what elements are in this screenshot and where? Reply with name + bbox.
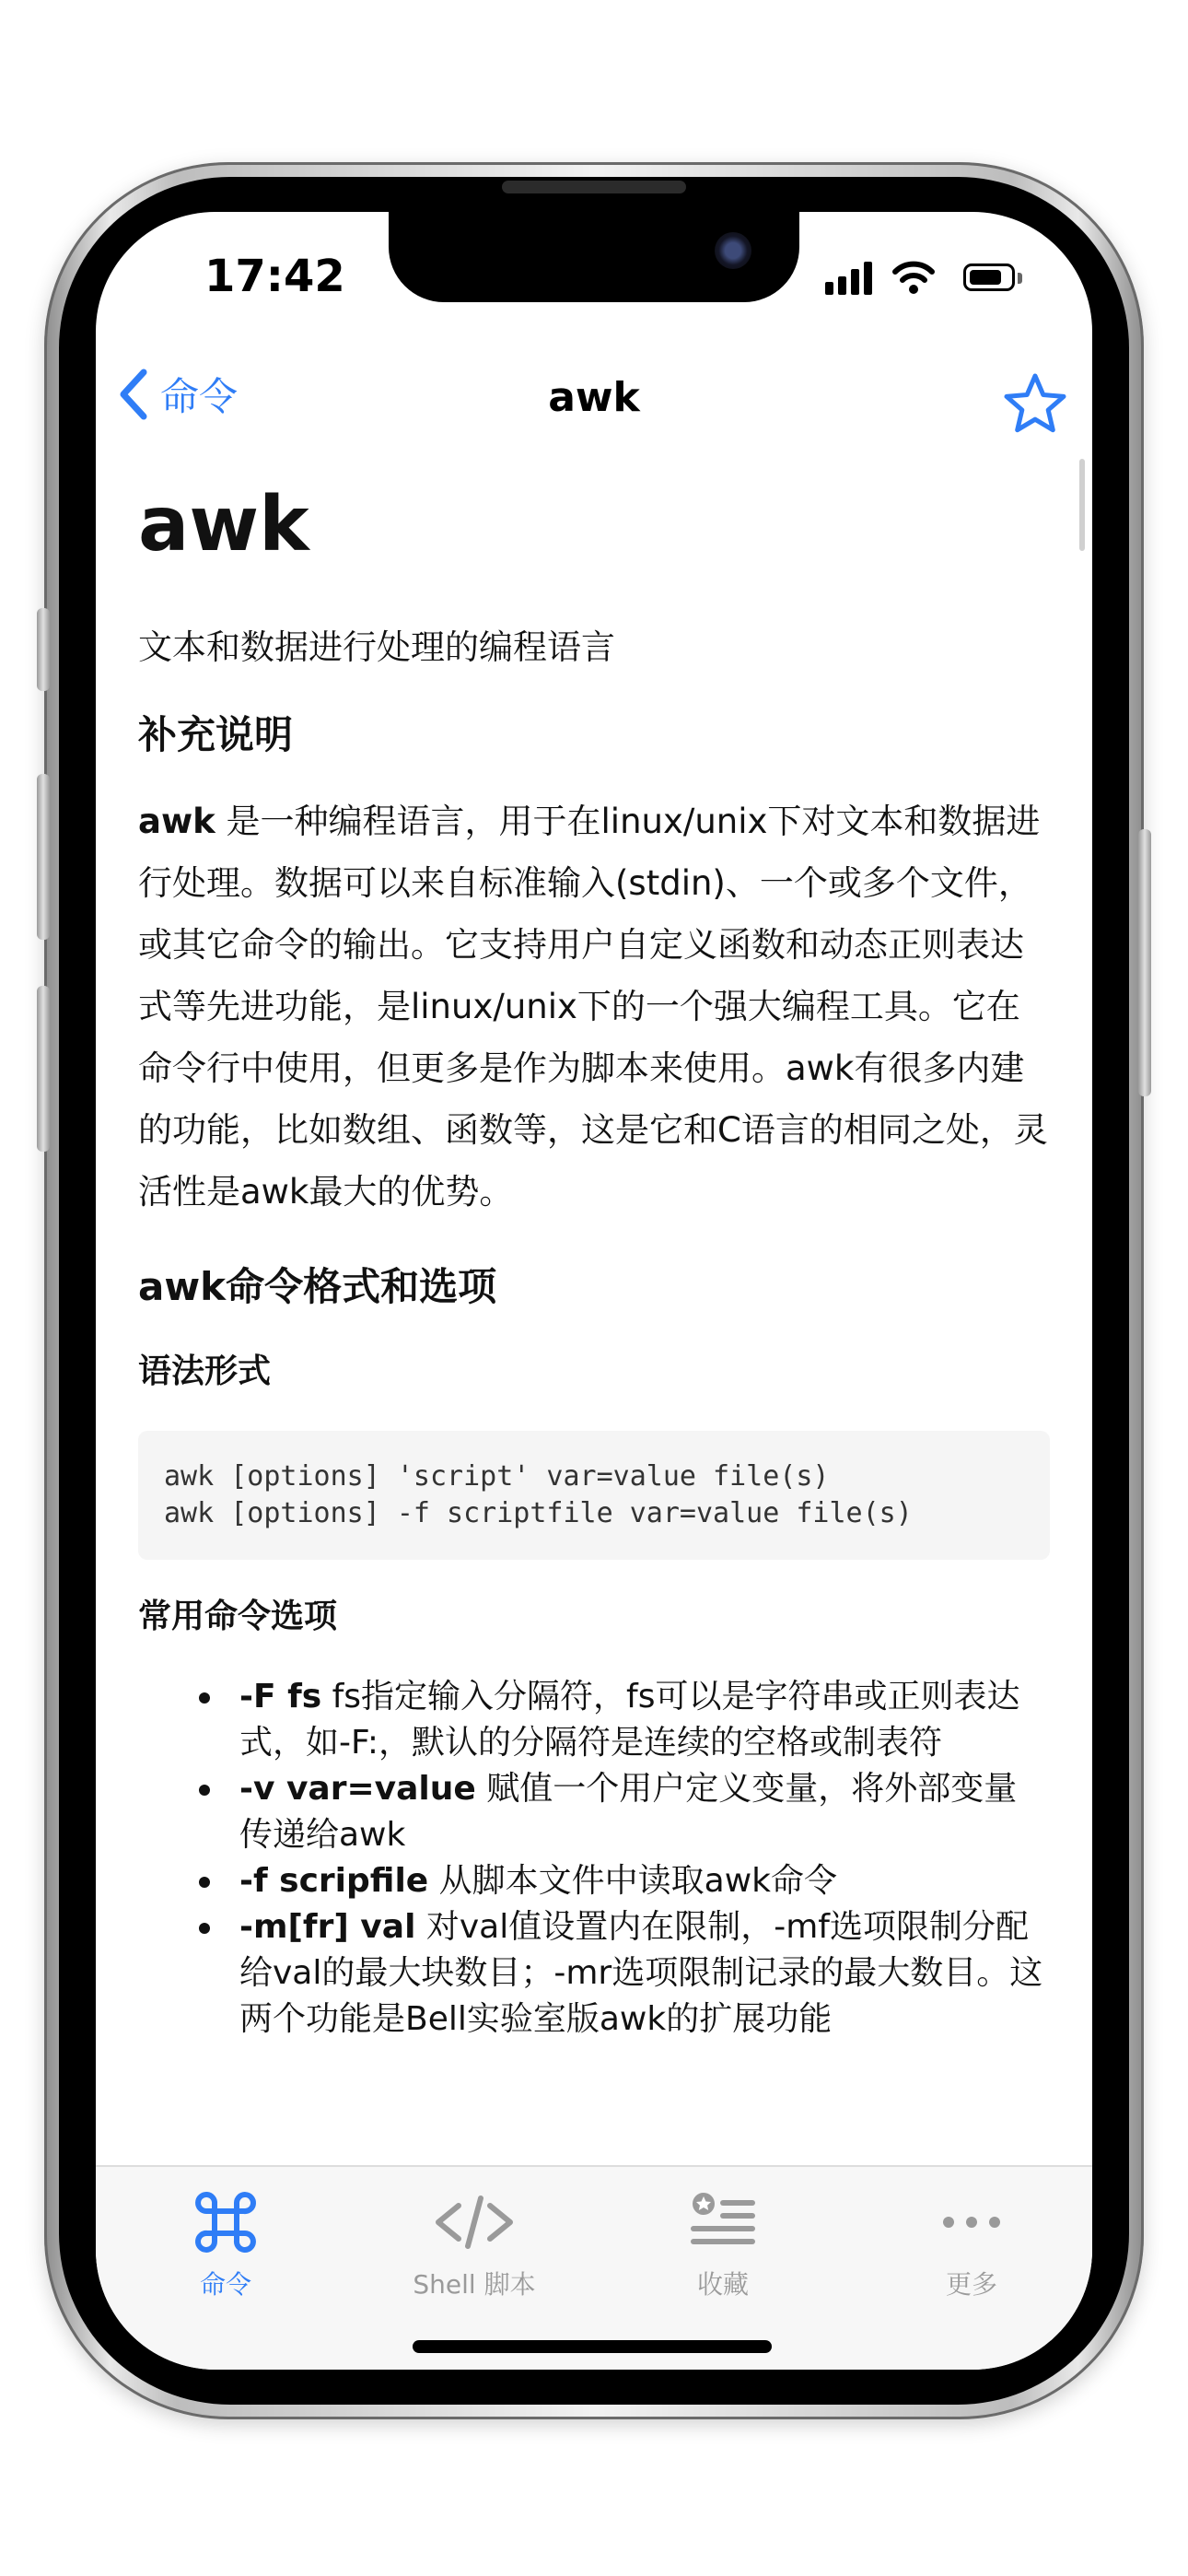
option-flag: -m[fr] val — [239, 1908, 416, 1946]
home-indicator[interactable] — [413, 2340, 772, 2353]
power-button — [1138, 829, 1151, 1096]
code-icon — [350, 2189, 599, 2255]
tab-label: 收藏 — [696, 2269, 749, 2300]
tab-more[interactable] — [847, 2167, 1092, 2305]
status-time: 17:42 — [204, 251, 345, 302]
option-text: fs指定输入分隔符，fs可以是字符串或正则表达式，如-F:，默认的分隔符是连续的空格或制表符 — [239, 1678, 1020, 1762]
tab-bar — [96, 2165, 1092, 2370]
nav-title: awk — [548, 374, 640, 421]
paragraph-keyword: awk — [138, 802, 215, 841]
option-flag: -v var=value — [239, 1770, 476, 1808]
front-camera — [715, 232, 751, 269]
option-flag: -f scripfile — [239, 1862, 429, 1900]
battery-icon — [963, 263, 1015, 291]
star-icon[interactable] — [1002, 370, 1068, 437]
section-heading-format: awk命令格式和选项 — [138, 1264, 497, 1309]
tab-shell-scripts[interactable] — [350, 2167, 599, 2305]
list-item — [239, 1904, 1050, 2043]
status-icons — [825, 260, 1028, 297]
paragraph-text: 是一种编程语言，用于在linux/unix下对文本和数据进行处理。数据可以来自标准输入(stdin)、一个或多个文件，或其它命令的输出。它支持用户自定义函数和动态正则表达式等先进功能，是linux/unix下的一个强大编程工具。它在命令行中使用，但更多是作为脚本来使用。awk有很多内建的功能，比如数组、函数等，这是它和C语言的相同之处，灵活性是awk最大的优势。 — [138, 802, 1048, 1212]
option-flag: -F fs — [239, 1678, 322, 1715]
list-item — [239, 1766, 1050, 1858]
favorites-list-icon — [599, 2189, 847, 2255]
article-content — [138, 479, 1050, 2043]
code-line: awk [options] -f scriptfile var=value file(s) — [164, 1497, 913, 1529]
page-description: 文本和数据进行处理的编程语言 — [138, 627, 615, 667]
volume-down-button — [37, 986, 50, 1152]
tab-label: Shell 脚本 — [413, 2269, 536, 2300]
tab-favorites[interactable] — [599, 2167, 847, 2305]
options-list — [138, 1674, 1050, 2043]
tab-commands[interactable] — [101, 2167, 350, 2305]
more-icon — [847, 2189, 1092, 2255]
section-heading-supplement: 补充说明 — [138, 712, 294, 757]
code-line: awk [options] 'script' var=value file(s) — [164, 1460, 830, 1493]
cellular-signal-icon — [825, 260, 877, 295]
navigation-bar — [96, 350, 1092, 433]
wifi-icon — [891, 260, 936, 295]
command-icon — [101, 2189, 350, 2255]
list-item — [239, 1674, 1050, 1766]
option-text: 对val值设置内在限制，-mf选项限制分配给val的最大块数目；-mr选项限制记录的最大数目。这两个功能是Bell实验室版awk的扩展功能 — [239, 1908, 1043, 2038]
tab-label: 命令 — [199, 2269, 251, 2300]
options-heading: 常用命令选项 — [138, 1598, 338, 1635]
scroll-indicator[interactable] — [1079, 459, 1085, 551]
syntax-heading: 语法形式 — [138, 1352, 272, 1390]
volume-up-button — [37, 774, 50, 940]
earpiece-speaker — [502, 181, 686, 193]
option-text: 从脚本文件中读取awk命令 — [428, 1862, 838, 1900]
notch — [389, 212, 799, 302]
back-button-label: 命令 — [160, 374, 239, 419]
mute-switch — [37, 608, 50, 691]
supplement-paragraph — [138, 790, 1050, 1223]
option-text: 赋值一个用户定义变量，将外部变量传递给awk — [239, 1770, 1018, 1854]
list-item — [239, 1858, 1050, 1904]
code-block — [138, 1431, 1050, 1560]
page-title: awk — [138, 481, 309, 568]
screen — [96, 212, 1092, 2370]
tab-label: 更多 — [945, 2269, 997, 2300]
